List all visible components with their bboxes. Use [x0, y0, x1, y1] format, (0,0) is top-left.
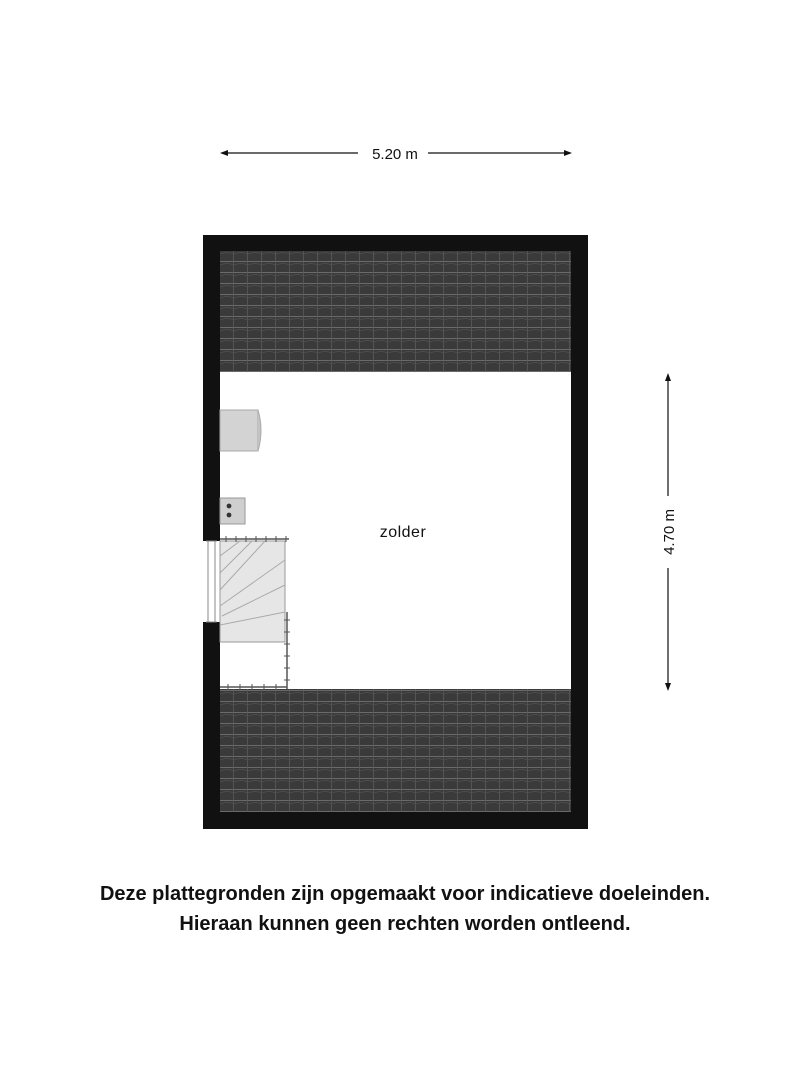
boiler-fixture	[220, 410, 261, 451]
room-label-zolder: zolder	[379, 524, 427, 541]
roof-tiles-bottom	[220, 689, 571, 812]
roof-tiles-top	[220, 251, 571, 372]
staircase	[220, 536, 290, 690]
meter-unit-fixture	[220, 498, 245, 524]
width-dimension-label: 5.20 m	[372, 146, 418, 163]
width-dimension	[220, 146, 572, 163]
disclaimer-line-1: Deze plattegronden zijn opgemaakt voor indicatieve doeleinden.	[99, 883, 711, 905]
depth-dimension-label: 4.70 m	[661, 509, 678, 555]
disclaimer-line-2: Hieraan kunnen geen rechten worden ontleend.	[179, 913, 631, 935]
disclaimer	[0, 879, 810, 939]
left-wall-window	[206, 541, 217, 622]
depth-dimension	[661, 373, 678, 691]
